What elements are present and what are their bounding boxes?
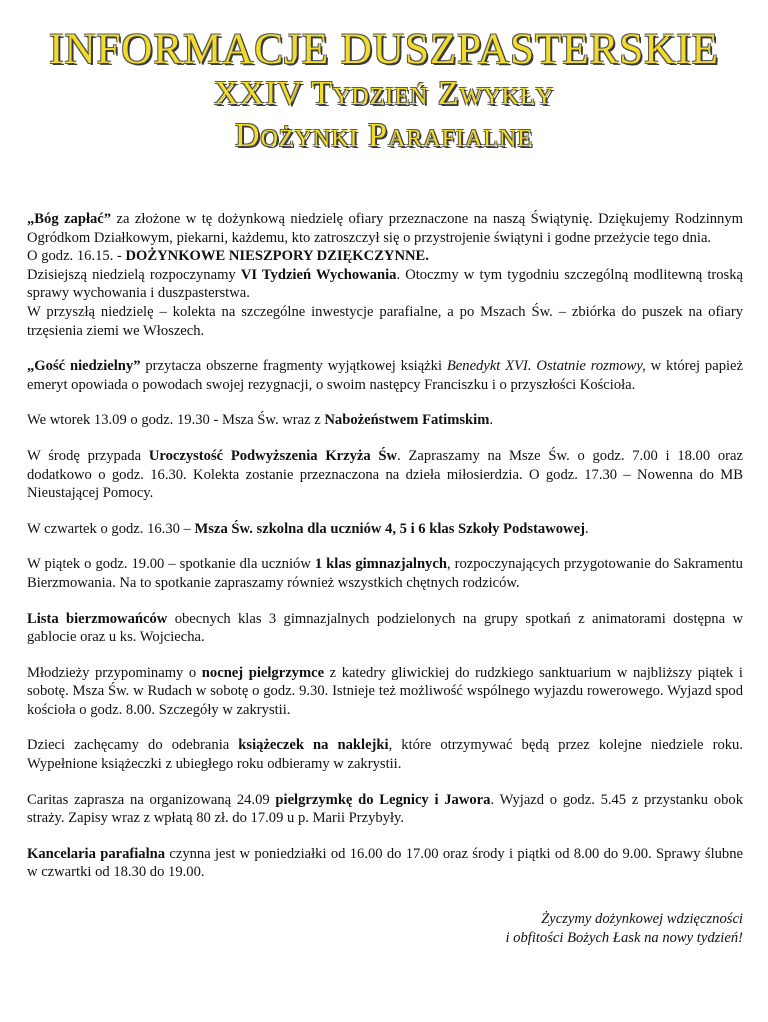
paragraph-tuesday — [27, 411, 743, 430]
bold-phrase: 1 klas gimnazjalnych — [314, 556, 447, 573]
announcements — [27, 210, 743, 947]
text: Dzieci zachęcamy do odebrania — [27, 737, 239, 754]
text: z katedry gliwickiej do rudzkiego sanktuarium w najbliższy piątek i sobotę. Msza Św. w Rudach w sobotę o godz. 9.30. Istnieje też możliwość wspólnego wyjazdu rowerowego. Wyjazd spod kościoła o godz. 8.00. Szczegóły w zakrystii. — [27, 664, 743, 718]
paragraph-confirmation-list — [27, 610, 743, 647]
paragraph-education-week — [27, 266, 743, 303]
paragraph-gosc-niedzielny — [27, 357, 743, 394]
header — [0, 28, 768, 153]
text: W czwartek o godz. 16.30 – — [27, 520, 195, 537]
text: W przyszłą niedzielę – kolekta na szczególne inwestycje parafialne, a po Mszach Św. – zbiórka do puszek na ofiary trzęsienia ziemi we Włoszech. — [27, 303, 743, 339]
paragraph-sticker-books — [27, 736, 743, 773]
bold-phrase: pielgrzymkę do Legnicy i Jawora — [275, 791, 491, 808]
bold-phrase: nocnej pielgrzymce — [201, 664, 325, 681]
text: czynna jest w poniedziałki od 16.00 do 17.00 oraz środy i piątki od 8.00 do 9.00. Sprawy ślubne w czwartki od 18.30 do 19.00. — [27, 845, 743, 881]
text: Młodzieży przypominamy o — [27, 664, 202, 681]
text: . — [584, 520, 589, 537]
bold-phrase: Nabożeństwem Fatimskim — [324, 412, 490, 429]
paragraph-pilgrimage-youth — [27, 664, 743, 720]
paragraph-office-hours — [27, 845, 743, 882]
text: , rozpoczynających przygotowanie do Sakramentu Bierzmowania. Na to spotkanie zapraszamy również wszystkich chętnych rodziców. — [27, 556, 743, 591]
bold-phrase: Msza Św. szkolna dla uczniów 4, 5 i 6 klas Szkoły Podstawowej — [194, 520, 585, 537]
text: , które otrzymywać będą przez kolejne niedziele roku. Wypełnione książeczki z ubiegłego roku odbieramy w zakrystii. — [27, 737, 743, 773]
text: Caritas zaprasza na organizowaną 24.09 — [27, 791, 276, 808]
bold-phrase: „Bóg zapłać” — [27, 211, 112, 227]
paragraph-thanks — [27, 210, 743, 247]
paragraph-vespers — [27, 247, 743, 266]
text: . Zapraszamy na Msze Św. o godz. 7.00 i 18.00 oraz dodatkowo o godz. 16.30. Kolekta zostanie przeznaczona na dzieła miłosierdzia. O godz. 17.30 – Nowenna do MB Nieustającej Pomocy. — [27, 447, 743, 502]
event-title: Dożynki Parafialne — [235, 117, 533, 154]
text: w której papież emeryt opowiada o powodach swojej rezygnacji, o swoim następcy Franciszku i o przyszłości Kościoła. — [27, 358, 744, 393]
paragraph-wednesday — [27, 447, 743, 503]
page-title: INFORMACJE DUSZPASTERSKIE — [49, 26, 719, 73]
bold-phrase: książeczek na naklejki — [238, 737, 389, 754]
text: O godz. 16.15. - — [27, 248, 126, 265]
paragraph-caritas — [27, 791, 743, 828]
bold-phrase: Lista bierzmowańców — [27, 610, 168, 627]
text: za złożone w tę dożynkową niedzielę ofiary przeznaczone na naszą Świątynię. Dziękujemy Rodzinnym Ogródkom Działkowym, piekarni, każdemu, kto zatroszczył się o przystrojenie świątyni i godne przeżycie tego dnia. — [27, 211, 743, 246]
closing-wishes — [27, 910, 743, 947]
paragraph-collection — [27, 303, 743, 340]
text: . Otoczmy w tym tygodniu szczególną modlitewną troską sprawy wychowania i duszpasterstwa. — [27, 266, 743, 302]
bold-phrase: „Gość niedzielny” — [27, 358, 141, 375]
text: Dzisiejszą niedzielą rozpoczynamy — [27, 266, 241, 283]
paragraph-thursday — [27, 520, 743, 539]
text: . — [489, 412, 494, 429]
text: . Wyjazd o godz. 5.45 z przystanku obok straży. Zapisy wraz z wpłatą 80 zł. do 17.09 u p. Marii Przybyły. — [27, 791, 743, 827]
bold-phrase: Uroczystość Podwyższenia Krzyża Św — [148, 447, 398, 464]
week-title: XXIV Tydzień Zwykły — [214, 75, 554, 112]
text: We wtorek 13.09 o godz. 19.30 - Msza Św. wraz z — [27, 412, 325, 429]
bold-phrase: Kancelaria parafialna — [27, 845, 166, 862]
bold-phrase: VI Tydzień Wychowania — [240, 266, 397, 283]
text: W środę przypada — [27, 447, 149, 464]
paragraph-friday — [27, 555, 743, 592]
closing-line-2: i obfitości Bożych Łask na nowy tydzień! — [505, 929, 743, 946]
text: obecnych klas 3 gimnazjalnych podzielonych na grupy spotkań z animatorami dostępna w gablocie oraz u ks. Wojciecha. — [27, 610, 743, 646]
text: W piątek o godz. 19.00 – spotkanie dla uczniów — [27, 556, 315, 573]
italic-phrase: Benedykt XVI. Ostatnie rozmowy, — [446, 358, 646, 375]
closing-line-1: Życzymy dożynkowej wdzięczności — [541, 911, 743, 928]
bold-phrase: DOŻYNKOWE NIESZPORY DZIĘKCZYNNE. — [125, 248, 429, 265]
text: przytacza obszerne fragmenty wyjątkowej książki — [140, 358, 447, 375]
